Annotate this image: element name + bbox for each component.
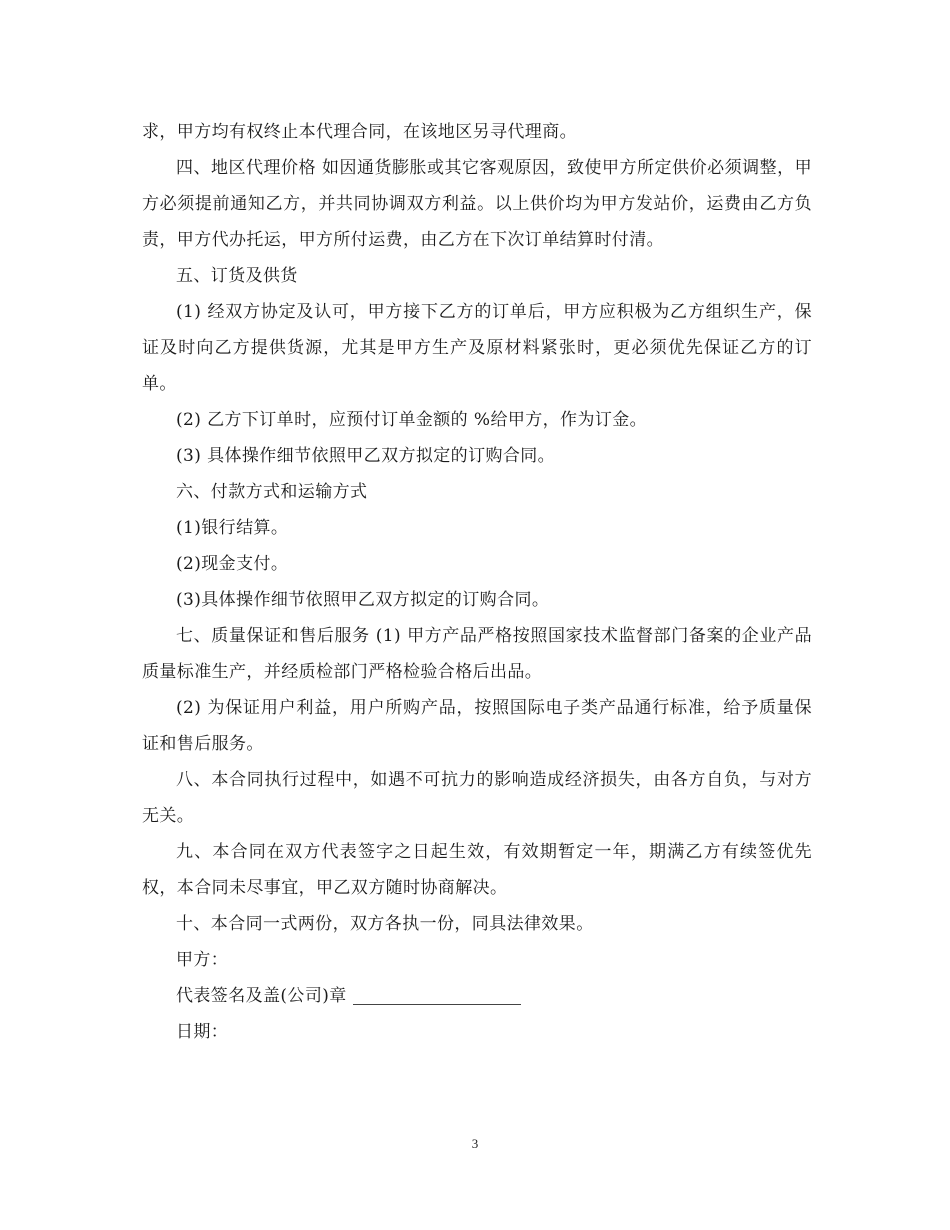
paragraph-copies: 十、本合同一式两份，双方各执一份，同具法律效果。 bbox=[176, 914, 594, 934]
paragraph-quality-2: (2) 为保证用户利益，用户所购产品，按照国际电子类产品通行标准，给予质量保证和售后服务。 bbox=[142, 698, 812, 754]
section-heading-ordering: 五、订货及供货 bbox=[176, 266, 298, 286]
representative-label: 代表签名及盖(公司)章 bbox=[176, 986, 347, 1006]
date-label: 日期： bbox=[176, 1022, 229, 1042]
paragraph-force-majeure: 八、本合同执行过程中，如遇不可抗力的影响造成经济损失，由各方自负，与对方无关。 bbox=[142, 770, 812, 826]
section-heading-payment: 六、付款方式和运输方式 bbox=[176, 482, 368, 502]
signature-line bbox=[353, 982, 521, 1005]
paragraph-continuation: 求，甲方均有权终止本代理合同，在该地区另寻代理商。 bbox=[142, 122, 577, 142]
party-a-label: 甲方： bbox=[176, 950, 229, 970]
paragraph-ordering-1: (1) 经双方协定及认可，甲方接下乙方的订单后，甲方应积极为乙方组织生产，保证及时向乙方提供货源，尤其是甲方生产及原材料紧张时，更必须优先保证乙方的订单。 bbox=[142, 302, 812, 394]
paragraph-ordering-3: (3) 具体操作细节依照甲乙双方拟定的订购合同。 bbox=[176, 446, 556, 466]
signature-row bbox=[142, 978, 812, 1014]
paragraph-payment-1: (1)银行结算。 bbox=[176, 518, 289, 538]
document-body bbox=[142, 114, 812, 1050]
page-number: 3 bbox=[471, 1136, 479, 1151]
paragraph-regional-price: 四、地区代理价格 如因通货膨胀或其它客观原因，致使甲方所定供价必须调整，甲方必须提前通知乙方，并共同协调双方利益。以上供价均为甲方发站价，运费由乙方负责，甲方代办托运，甲方所付运费，由乙方在下次订单结算时付清。 bbox=[142, 158, 812, 250]
paragraph-effective-date: 九、本合同在双方代表签字之日起生效，有效期暂定一年，期满乙方有续签优先权，本合同未尽事宜，甲乙双方随时协商解决。 bbox=[142, 842, 812, 898]
paragraph-payment-3: (3)具体操作细节依照甲乙双方拟定的订购合同。 bbox=[176, 590, 550, 610]
paragraph-payment-2: (2)现金支付。 bbox=[176, 554, 289, 574]
paragraph-quality-1: 七、质量保证和售后服务 (1) 甲方产品严格按照国家技术监督部门备案的企业产品质量标准生产，并经质检部门严格检验合格后出品。 bbox=[142, 626, 812, 682]
paragraph-ordering-2: (2) 乙方下订单时，应预付订单金额的 %给甲方，作为订金。 bbox=[176, 410, 648, 430]
